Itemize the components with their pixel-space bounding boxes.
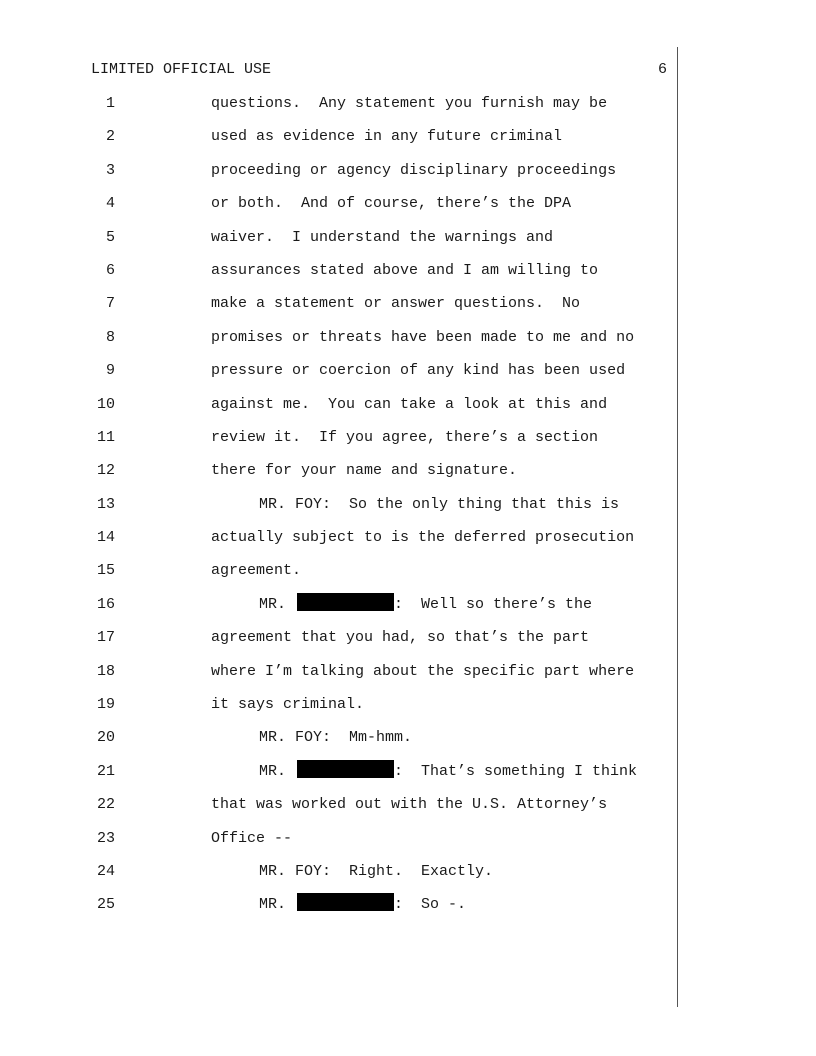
transcript-line (0, 325, 816, 358)
line-number: 3 (105, 161, 115, 179)
line-number: 9 (105, 362, 115, 380)
transcript-line (0, 258, 816, 291)
line-text: promises or threats have been made to me and no (211, 328, 635, 346)
transcript-line (0, 458, 816, 491)
speech-text: : So -. (394, 896, 467, 914)
speech-text: : That’s something I think (394, 762, 638, 780)
line-number: 2 (105, 128, 115, 146)
transcript-line (0, 558, 816, 591)
line-text: assurances stated above and I am willing to (211, 261, 599, 279)
line-number: 22 (96, 796, 115, 814)
line-number: 25 (96, 896, 115, 914)
transcript-line (0, 525, 816, 558)
transcript-line (0, 792, 816, 825)
speech-text: : Well so there’s the (394, 595, 593, 613)
line-text: review it. If you agree, there’s a section (211, 428, 599, 446)
line-text: or both. And of course, there’s the DPA (211, 195, 572, 213)
line-number: 10 (96, 395, 115, 413)
line-number: 16 (96, 595, 115, 613)
line-number: 6 (105, 261, 115, 279)
classification-header: LIMITED OFFICIAL USE (91, 61, 272, 78)
speaker-prefix: MR. (259, 896, 296, 914)
transcript-line (0, 158, 816, 191)
line-text (259, 759, 637, 784)
line-text: agreement. (211, 562, 302, 580)
line-number: 8 (105, 328, 115, 346)
line-number: 17 (96, 629, 115, 647)
line-text: waiver. I understand the warnings and (211, 228, 554, 246)
redaction-box (297, 760, 394, 778)
transcript-line (0, 392, 816, 425)
line-text: that was worked out with the U.S. Attorney’s (211, 796, 608, 814)
line-number: 12 (96, 462, 115, 480)
line-text: it says criminal. (211, 696, 365, 714)
line-number: 15 (96, 562, 115, 580)
line-text: proceeding or agency disciplinary proceedings (211, 161, 617, 179)
line-number: 14 (96, 529, 115, 547)
line-number: 5 (105, 228, 115, 246)
line-text (259, 892, 466, 917)
line-text: actually subject to is the deferred prosecution (211, 529, 635, 547)
line-number: 1 (105, 95, 115, 112)
line-number: 24 (96, 862, 115, 880)
line-number: 4 (105, 195, 115, 213)
line-number: 13 (96, 495, 115, 513)
line-text: MR. FOY: Mm-hmm. (259, 729, 413, 747)
transcript-lines (0, 91, 816, 926)
transcript-line (0, 725, 816, 758)
line-number: 11 (96, 428, 115, 446)
transcript-line (0, 692, 816, 725)
line-text (259, 592, 592, 617)
line-text: against me. You can take a look at this and (211, 395, 608, 413)
line-text: MR. FOY: So the only thing that this is (259, 495, 620, 513)
line-number: 23 (96, 829, 115, 847)
transcript-line (0, 759, 816, 792)
transcript-line (0, 191, 816, 224)
transcript-line (0, 291, 816, 324)
speaker-prefix: MR. (259, 595, 296, 613)
line-number: 20 (96, 729, 115, 747)
line-number: 21 (96, 762, 115, 780)
transcript-line (0, 892, 816, 925)
line-text: pressure or coercion of any kind has been used (211, 362, 626, 380)
line-text: where I’m talking about the specific part where (211, 662, 635, 680)
transcript-line (0, 358, 816, 391)
line-text: questions. Any statement you furnish may be (211, 95, 608, 112)
line-text: used as evidence in any future criminal (211, 128, 563, 146)
transcript-line (0, 124, 816, 157)
transcript-line (0, 91, 816, 124)
line-text: MR. FOY: Right. Exactly. (259, 862, 494, 880)
line-text: there for your name and signature. (211, 462, 518, 480)
speaker-prefix: MR. (259, 762, 296, 780)
transcript-line (0, 659, 816, 692)
transcript-line (0, 225, 816, 258)
redaction-box (297, 893, 394, 911)
redaction-box (297, 593, 394, 611)
transcript-line (0, 425, 816, 458)
transcript-line (0, 826, 816, 859)
transcript-line (0, 859, 816, 892)
line-text: make a statement or answer questions. No (211, 295, 581, 313)
transcript-line (0, 625, 816, 658)
line-number: 7 (105, 295, 115, 313)
line-number: 18 (96, 662, 115, 680)
transcript-line (0, 592, 816, 625)
line-text: Office -- (211, 829, 293, 847)
line-number: 19 (96, 696, 115, 714)
line-text: agreement that you had, so that’s the part (211, 629, 590, 647)
page-number: 6 (658, 61, 668, 78)
transcript-line (0, 492, 816, 525)
